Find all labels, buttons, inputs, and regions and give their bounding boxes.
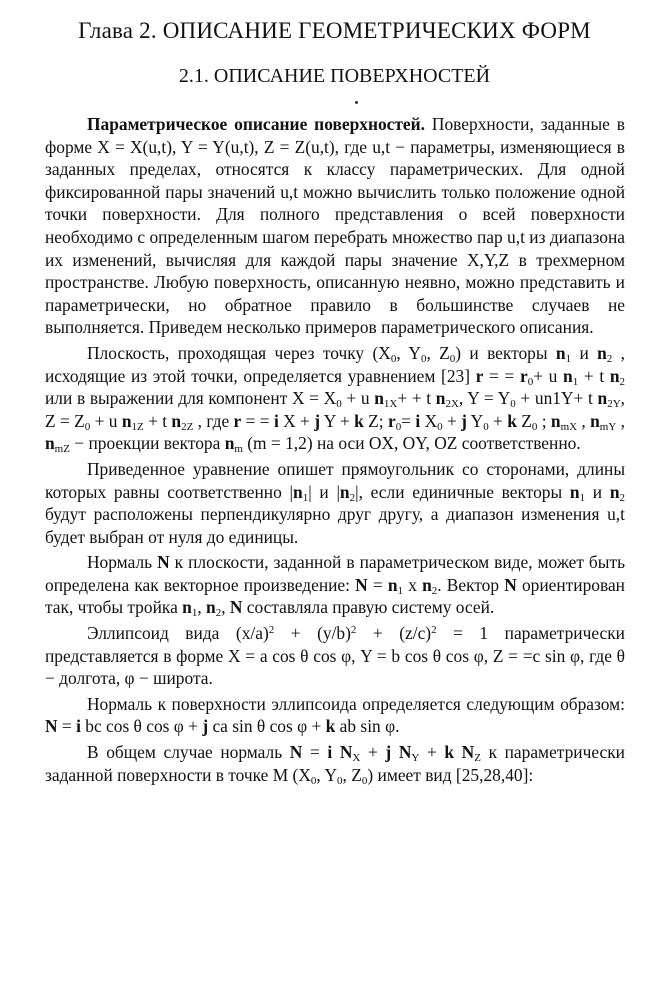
paragraph-2: Плоскость, проходящая через точку ($X_0$, $Y_0$, $Z_0$) и векторы $n_1$ и $n_2$ , исходящие из этой точки, определяется уравнением [23] r = = $r_0+ u$ $n_1 + t$ $n_2$ или в выражении для компонент $X = X_0 + u$ $n_{1X}+ + t$ $n_{2X}$, $Y = Y_0 + un1Y+ t$ $n_{2Y}$, $Z = Z_0 + u$ $n_{1Z} + t$ $n_{2Z}$ , где r = = i X + j Y + k Z; $r_0= i$ $X_0 + j$ $Y_0 + k$ $Z_0$ ; $n_{mX}$ , $n_{mY}$ , $n_{mZ}$ − проекции вектора $n_m$ (m = 1,2) на оси OX, OY, OZ соответственно. — [45, 342, 626, 456]
chapter-title: Глава 2. ОПИСАНИЕ ГЕОМЕТРИЧЕСКИХ ФОРМ — [78, 18, 591, 43]
body-text — [45, 113, 625, 786]
paragraph-lead: Параметрическое описание поверхностей. — [87, 114, 426, 134]
paragraph-3: Приведенное уравнение опишет прямоугольник со сторонами, длины которых равны соответственно $|n_1|$ и $|n_2|$, если единичные векторы $n_1$ и $n_2$ будут расположены перпендикулярно друг другу, а диапазон изменения u,t будет выбран от нуля до единицы. — [45, 458, 625, 547]
paragraph-5: Эллипсоид вида $(x/a)^2 + (y/b)^2 + (z/c)^2 = 1$ параметрически представляется в форме X = a cos θ cos φ, Y = b cos θ cos φ, Z = =c sin φ, где θ − долгота, φ − широта. — [45, 623, 625, 689]
paragraph-text: Поверхности, заданные в форме X = X(u,t), Y = Y(u,t), Z = Z(u,t), где u,t − параметры, изменяющиеся в заданных пределах, относятся к классу параметрических. Для одной фиксированной пары значений u,t можно вычислить только положение одной точки поверхности. Для полного представления о всей поверхности необходимо с определенным шагом перебрать множество пар u,t из диапазона их изменений, вычисляя для каждой пары значение X,Y,Z в трехмерном пространстве. Любую поверхность, описанную неявно, можно представить и параметрически, но обратное правило в большинстве случаев не выполняется. Приведем несколько примеров параметрического описания. — [45, 114, 625, 338]
stray-dot-mark — [355, 101, 358, 104]
paragraph-7: В общем случае нормаль N = i $N_X + j$ $N_Y + k$ $N_Z$ к параметрически заданной поверхности в точке M ($X_0$, $Y_0$, $Z_0$) имеет вид [25,28,40]: — [45, 742, 625, 787]
section-title: 2.1. ОПИСАНИЕ ПОВЕРХНОСТЕЙ — [178, 65, 491, 87]
paragraph-4: Нормаль N к плоскости, заданной в параметрическом виде, может быть определена как векторное произведение: $N = n_1$ x $n_2$. Вектор N ориентирован так, чтобы тройка $n_1$, $n_2$, N составляла правую систему осей. — [45, 552, 625, 620]
paragraph-6: Нормаль к поверхности эллипсоида определяется следующим образом: N = i bc cos θ cos φ + j ca sin θ cos φ + k ab sin φ. — [45, 693, 625, 737]
paragraph-1 — [45, 113, 625, 339]
